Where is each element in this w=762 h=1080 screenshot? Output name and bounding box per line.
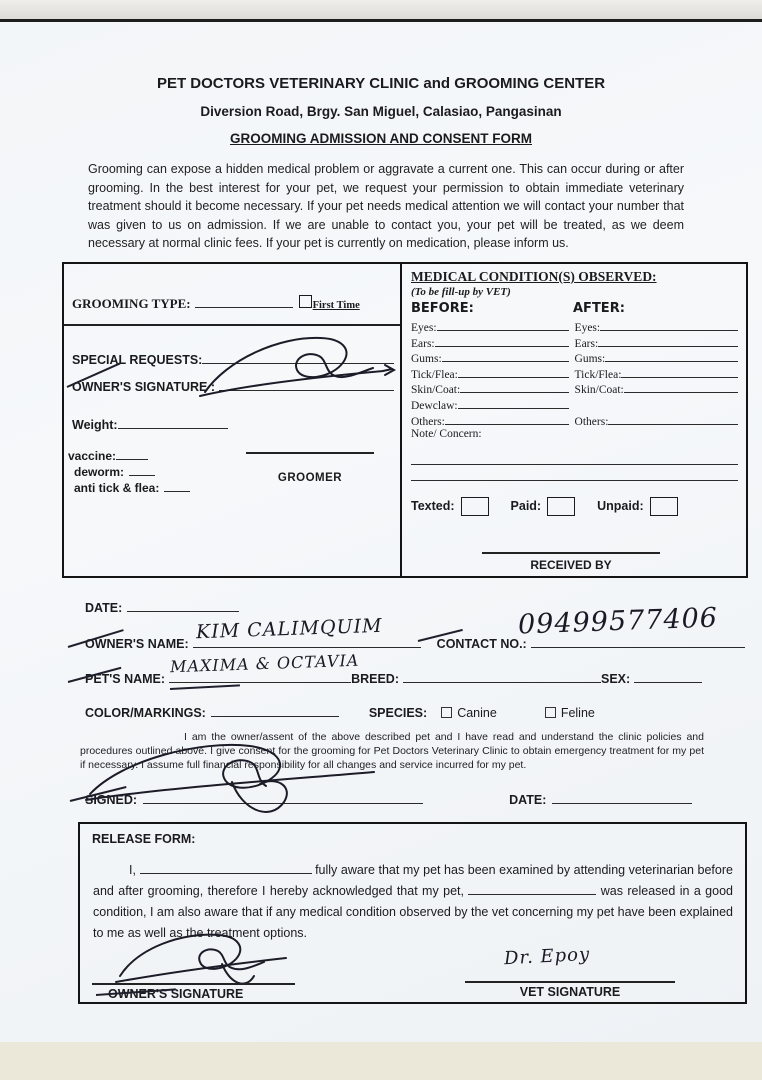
breed-label: BREED:: [351, 672, 399, 686]
release-pet-blank: [468, 881, 596, 895]
scanner-bottom-strip: [0, 1042, 762, 1080]
after-label: AFTER:: [573, 301, 625, 316]
vaccine-blank: [116, 446, 148, 460]
color-species-row: [85, 703, 745, 720]
row-blank: [458, 397, 569, 409]
color-markings-blank: [211, 703, 339, 717]
form-title: GROOMING ADMISSION AND CONSENT FORM: [230, 131, 532, 146]
row-blank: [621, 366, 738, 378]
first-time-label: First Time: [312, 300, 360, 311]
row-blank: [624, 381, 738, 393]
row-blank: [600, 319, 738, 331]
release-owner-signature-line: [92, 983, 295, 985]
contact-no-handwritten: 09499577406: [517, 602, 719, 641]
row-blank: [435, 335, 569, 347]
medical-row: [411, 366, 738, 382]
row-blank: [445, 413, 569, 425]
anti-tick-flea-label: anti tick & flea:: [74, 481, 160, 495]
vet-signature-handwritten: Dr. Epoy: [503, 943, 591, 970]
row-blank: [458, 366, 569, 378]
release-name-blank: [140, 860, 312, 874]
paid-label: Paid:: [510, 499, 542, 514]
owner-name-label: OWNER'S NAME:: [85, 637, 189, 651]
date-row: [85, 598, 239, 615]
divider-line: [64, 324, 400, 326]
row-blank: [460, 381, 568, 393]
medical-title: MEDICAL CONDITION(S) OBSERVED:: [411, 269, 657, 284]
medical-row: [411, 335, 738, 351]
intro-paragraph: Grooming can expose a hidden medical problem or aggravate a current one. This can occur during or after grooming. In the best interest for your pet, we request your permission to obtain immediate veterinary treatment should it become necessary. If your pet needs medical attention we will contact your number that was given to us on admission. If we are unable to contact you, your pet will be treated, as we deem necessary at normal clinic fees. If your pet is currently on medication, please inform us.: [88, 162, 684, 250]
medical-rows: [411, 319, 738, 444]
clinic-address: Diversion Road, Brgy. San Miguel, Calasiao, Pangasinan: [200, 104, 562, 119]
note-concern-row: [411, 428, 738, 444]
release-body-text: I,: [129, 863, 136, 877]
groomer-line: [246, 452, 374, 454]
texted-label: Texted:: [411, 499, 455, 514]
row-label: Gums:: [574, 353, 606, 366]
release-body-text: was released in a good condition, I am also aware that if any medical condition observed by the vet concerning my pet have been explained to me as well as the treatment options.: [93, 884, 733, 940]
vaccine-label: vaccine:: [68, 449, 117, 463]
signed-date-blank: [552, 790, 692, 804]
row-label: Dewclaw:: [411, 399, 458, 412]
row-blank: [442, 350, 569, 362]
signed-signature-handwritten: [80, 740, 380, 818]
texted-checkbox: [461, 497, 489, 516]
weight-label: Weight:: [72, 418, 118, 432]
release-vet-signature-label: VET SIGNATURE: [519, 985, 621, 999]
signed-label: SIGNED:: [85, 793, 138, 807]
date-blank: [127, 598, 239, 612]
row-label: Others:: [411, 415, 445, 428]
row-label: Skin/Coat:: [411, 384, 461, 397]
signed-date-label: DATE:: [509, 793, 547, 807]
species-canine-option: [441, 706, 497, 720]
row-label: Tick/Flea:: [411, 368, 458, 381]
owner-contact-row: [85, 634, 745, 651]
canine-checkbox: [441, 707, 452, 718]
medical-pane: [400, 264, 746, 576]
pet-name-handwritten: MAXIMA & OCTAVIA: [169, 650, 360, 677]
scanner-top-strip: [0, 0, 762, 19]
medical-row: [411, 413, 738, 429]
first-time-checkbox: [299, 295, 312, 308]
row-label: Others:: [574, 415, 609, 428]
row-label: Gums:: [411, 353, 442, 366]
sex-label: SEX:: [600, 672, 631, 686]
release-vet-signature-line: [465, 981, 675, 983]
release-owner-signature-handwritten: [110, 932, 290, 990]
owner-name-handwritten: KIM CALIMQUIM: [195, 614, 383, 644]
grooming-pane: [64, 264, 400, 576]
pet-name-label: PET'S NAME:: [85, 672, 166, 686]
row-label: Ears:: [574, 337, 599, 350]
groomer-label: GROOMER: [277, 472, 343, 484]
unpaid-checkbox: [650, 497, 678, 516]
row-label: Eyes:: [411, 322, 437, 334]
consent-fine-print: I am the owner/assent of the above described pet and I have read and understand the clinic policies and procedures outlined above. I give consent for the grooming for Pet Doctors Veterinary Clinic to obtain emergency treatment for my pet if necessary. I assume full financial responsibility for all changes and service incurred for my pet.: [80, 731, 704, 771]
grooming-type-blank: [195, 294, 293, 308]
anti-tick-flea-blank: [164, 478, 190, 492]
row-label: Tick/Flea:: [574, 368, 622, 381]
species-label: SPECIES:: [368, 706, 428, 720]
unpaid-label: Unpaid:: [597, 499, 644, 514]
clinic-name: PET DOCTORS VETERINARY CLINIC and GROOMING CENTER: [156, 75, 606, 92]
row-label: Eyes:: [574, 322, 601, 334]
feline-label: Feline: [560, 706, 595, 720]
breed-blank: [403, 669, 601, 683]
owner-signature-handwritten: [197, 332, 397, 410]
row-label: Skin/Coat:: [574, 384, 624, 397]
received-by-line: [482, 552, 660, 554]
note-blank-line: [411, 452, 738, 465]
note-blank-line: [411, 468, 738, 481]
admission-box: [62, 262, 748, 578]
medical-row: [411, 350, 738, 366]
contact-no-label: CONTACT NO.:: [436, 637, 527, 651]
medical-subtitle: (To be fill-up by VET): [411, 286, 511, 298]
release-form-title: RELEASE FORM:: [92, 832, 196, 846]
special-requests-label: SPECIAL REQUESTS:: [72, 353, 203, 367]
grooming-type-label: GROOMING TYPE:: [72, 296, 191, 311]
deworm-blank: [129, 462, 155, 476]
row-blank: [598, 335, 738, 347]
sex-blank: [634, 669, 702, 683]
release-owner-signature-label: OWNER'S SIGNATURE: [108, 987, 244, 1001]
medical-row: [411, 319, 738, 335]
color-markings-label: COLOR/MARKINGS:: [85, 706, 206, 720]
deworm-label: deworm:: [74, 465, 125, 479]
note-concern-label: Note/ Concern:: [411, 428, 482, 441]
row-blank: [608, 413, 738, 425]
row-blank: [605, 350, 738, 362]
release-body-text: fully aware that my pet has been examined by attending veterinarian before and after grooming, therefore I hereby acknowledged that my pet,: [93, 863, 733, 898]
medical-row: [411, 381, 738, 397]
received-by-label: RECEIVED BY: [530, 558, 612, 572]
row-blank: [437, 319, 569, 331]
date-label: DATE:: [85, 601, 123, 615]
species-feline-option: [545, 706, 595, 720]
weight-blank: [118, 415, 228, 429]
before-label: BEFORE:: [411, 301, 474, 316]
medical-row: [411, 397, 738, 413]
paid-checkbox: [547, 497, 575, 516]
row-label: Ears:: [411, 337, 435, 350]
feline-checkbox: [545, 707, 556, 718]
owner-signature-label: OWNER'S SIGNATURE :: [72, 380, 216, 394]
release-form-box: [78, 822, 747, 1004]
canine-label: Canine: [457, 706, 497, 720]
